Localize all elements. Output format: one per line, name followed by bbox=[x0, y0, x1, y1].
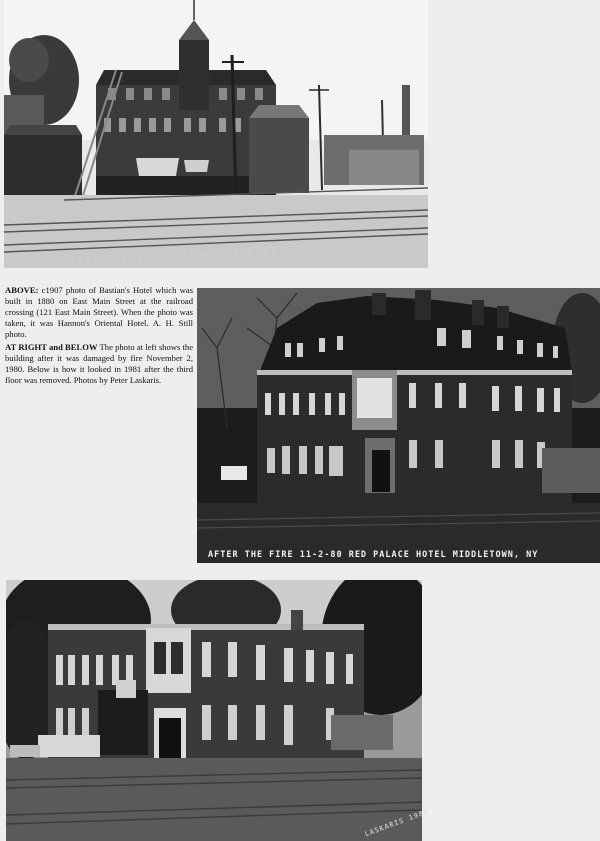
caption-above-text: c1907 photo of Bastian's Hotel which was built in 1880 on East Main Street at the railroad crossing (121 East Main Street). When the photo was taken, it was Hannon's Oriental Hotel. A. H. Still photo. bbox=[5, 285, 193, 339]
caption-right-text: The photo at left shows the building after it was damaged by fire November 2, 1980. Below is how it looked in 1981 after the third floor was removed. Photos by Peter Laskaris. bbox=[5, 342, 194, 385]
photo-bastians-hotel-1907 bbox=[4, 0, 428, 268]
photo-hotel-1981 bbox=[6, 580, 422, 841]
caption-above bbox=[5, 285, 193, 340]
caption-above-label: ABOVE: bbox=[5, 285, 39, 295]
caption-right-label: AT RIGHT and BELOW bbox=[5, 342, 98, 352]
caption-block bbox=[5, 285, 193, 388]
photo-handwritten-caption: AFTER THE FIRE 11-2-80 RED PALACE HOTEL MIDDLETOWN, NY bbox=[208, 550, 539, 560]
caption-right-below bbox=[5, 342, 193, 386]
photo-credit-top: 1907 A H Still Middletown NY bbox=[69, 246, 278, 268]
photo-after-fire-1980 bbox=[197, 288, 600, 563]
photo-credit-bottom: LASKARIS 1981 bbox=[363, 807, 431, 839]
